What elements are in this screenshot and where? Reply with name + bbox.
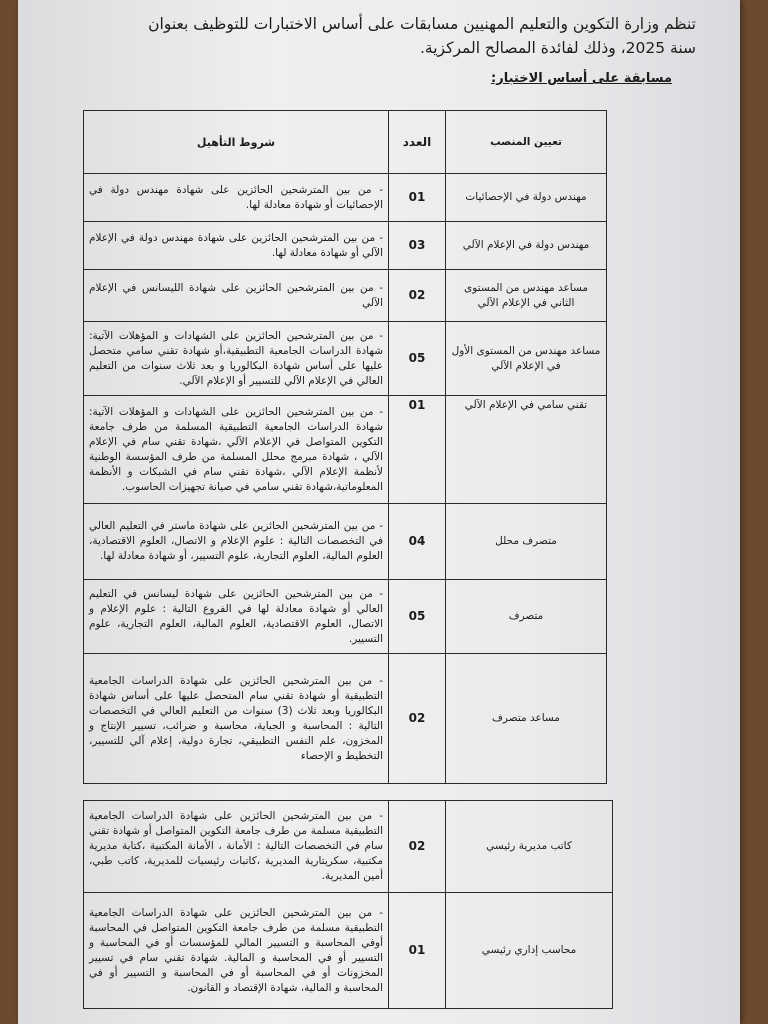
cell-position: مساعد متصرف <box>446 654 607 784</box>
cell-conditions: - من بين المترشحين الحائزين على شهادة الدراسات الجامعية التطبيقية أو شهادة تقني سام المتحصل عليها على أساس شهادة البكالوريا وبعد ثلاث (3) سنوات من التعليم العالي في التخصصات التالية : المحاسبة و الجباية، محاسبة و ضرائب، تسيير الإنتاج و المخزون، علم النفس التطبيقي، تجارة دولية، إعلام آلي للتسيير، التخطيط و الإحصاء <box>84 654 389 784</box>
cell-count: 05 <box>389 322 446 396</box>
table-row <box>84 396 607 504</box>
cell-position: مهندس دولة في الإحصائيات <box>446 174 607 222</box>
table-row <box>84 504 607 580</box>
cell-count: 01 <box>389 893 446 1009</box>
table-row <box>84 801 613 893</box>
cell-conditions: - من بين المترشحين الحائزين على شهادة ليسانس في التعليم العالي أو شهادة معادلة لها في الفروع التالية : علوم الإعلام و الاتصال، العلوم الاقتصادية، العلوم المالية، العلوم التجارية، علوم التسيير. <box>84 580 389 654</box>
cell-count: 03 <box>389 222 446 270</box>
cell-conditions: - من بين المترشحين الحائزين على الشهادات و المؤهلات الآتية: شهادة الدراسات الجامعية التطبيقية المسلمة من طرف جامعة التكوين المتواصل في الإعلام الآلي ،شهادة تقني سام في الإعلام الآلي ، شهادة مبرمج محلل المسلمة من طرف المؤسسة الوطنية لأنظمة الإعلام الآلي ،شهادة تقني سام في الشبكات و الأنظمة المعلوماتية،شهادة تقني سامي في صيانة تجهيزات الحاسوب. <box>84 396 389 504</box>
table-header-row <box>84 111 607 174</box>
cell-count: 04 <box>389 504 446 580</box>
intro-line-1: تنظم وزارة التكوين والتعليم المهنيين مسابقات على أساس الاختبارات للتوظيف بعنوان <box>148 15 696 33</box>
cell-position: كاتب مديرية رئيسي <box>446 801 613 893</box>
cell-position: متصرف محلل <box>446 504 607 580</box>
table-row <box>84 174 607 222</box>
cell-conditions: - من بين المترشحين الحائزين على الشهادات و المؤهلات الآتية: شهادة الدراسات الجامعية التطبيقية،أو شهادة تقني سامي متحصل عليها على أساس شهادة البكالوريا و بعد ثلاث سنوات من التعليم العالي في الإعلام الآلي للتسيير أو الإعلام الآلي. <box>84 322 389 396</box>
header-position: تعيين المنصب <box>446 111 607 174</box>
cell-position: مساعد مهندس من المستوى الأول في الإعلام الآلي <box>446 322 607 396</box>
table-row <box>84 654 607 784</box>
table-row <box>84 893 613 1009</box>
table-row <box>84 322 607 396</box>
table-row <box>84 580 607 654</box>
cell-conditions: - من بين المترشحين الحائزين على شهادة الدراسات الجامعية التطبيقية مسلمة من طرف جامعة التكوين المتواصل في المحاسبة أوفي المحاسبة و التسيير المالي للمؤسسات أو في المحاسبة و التسيير أو في المحاسبة و المالية. شهادة تقني سام في تسيير المخزونات أو في المحاسبة أو في المحاسبة و التسيير أو في المحاسبة و المالية، شهادة الإقتصاد و القانون. <box>84 893 389 1009</box>
intro-line-2: سنة 2025، وذلك لفائدة المصالح المركزية. <box>419 39 696 57</box>
cell-position: متصرف <box>446 580 607 654</box>
cell-count: 02 <box>389 801 446 893</box>
cell-count: 01 <box>389 174 446 222</box>
cell-position: مساعد مهندس من المستوى الثاني في الإعلام الآلي <box>446 270 607 322</box>
header-conditions: شروط التأهيل <box>84 111 389 174</box>
cell-position: مهندس دولة في الإعلام الآلي <box>446 222 607 270</box>
cell-position: محاسب إداري رئيسي <box>446 893 613 1009</box>
section-title: مسابقة على أساس الاختبار: <box>491 71 672 86</box>
cell-count: 02 <box>389 270 446 322</box>
cell-count: 05 <box>389 580 446 654</box>
cell-position: تقني سامي في الإعلام الآلي <box>446 396 607 504</box>
cell-conditions: - من بين المترشحين الحائزين على شهادة الليسانس في الإعلام الآلي <box>84 270 389 322</box>
cell-conditions: - من بين المترشحين الحائزين على شهادة ماستر في التعليم العالي في التخصصات التالية : علوم الإعلام و الاتصال، العلوم الاقتصادية، العلوم المالية، العلوم التجارية، علوم التسيير، أو شهادة معادلة لها. <box>84 504 389 580</box>
intro-paragraph <box>136 12 696 60</box>
table-row <box>84 270 607 322</box>
cell-conditions: - من بين المترشحين الحائزين على شهادة مهندس دولة في الإعلام الآلي أو شهادة معادلة لها. <box>84 222 389 270</box>
cell-conditions: - من بين المترشحين الحائزين على شهادة الدراسات الجامعية التطبيقية مسلمة من طرف جامعة التكوين المتواصل أو شهادة تقني سام في التخصصات التالية : الأمانة ، الأمانة المكتبية ،كتابة مديرية مكتبية، سكريتارية المديرية ،كاتبات رئيسيات للمديرية، كاتب طبي، أمين المديرية. <box>84 801 389 893</box>
header-count: العدد <box>389 111 446 174</box>
cell-conditions: - من بين المترشحين الحائزين على شهادة مهندس دولة في الإحصائيات أو شهادة معادلة لها. <box>84 174 389 222</box>
cell-count: 02 <box>389 654 446 784</box>
table-row <box>84 222 607 270</box>
recruitment-table-continued <box>83 800 613 1009</box>
recruitment-table <box>83 110 607 784</box>
cell-count: 01 <box>389 396 446 504</box>
